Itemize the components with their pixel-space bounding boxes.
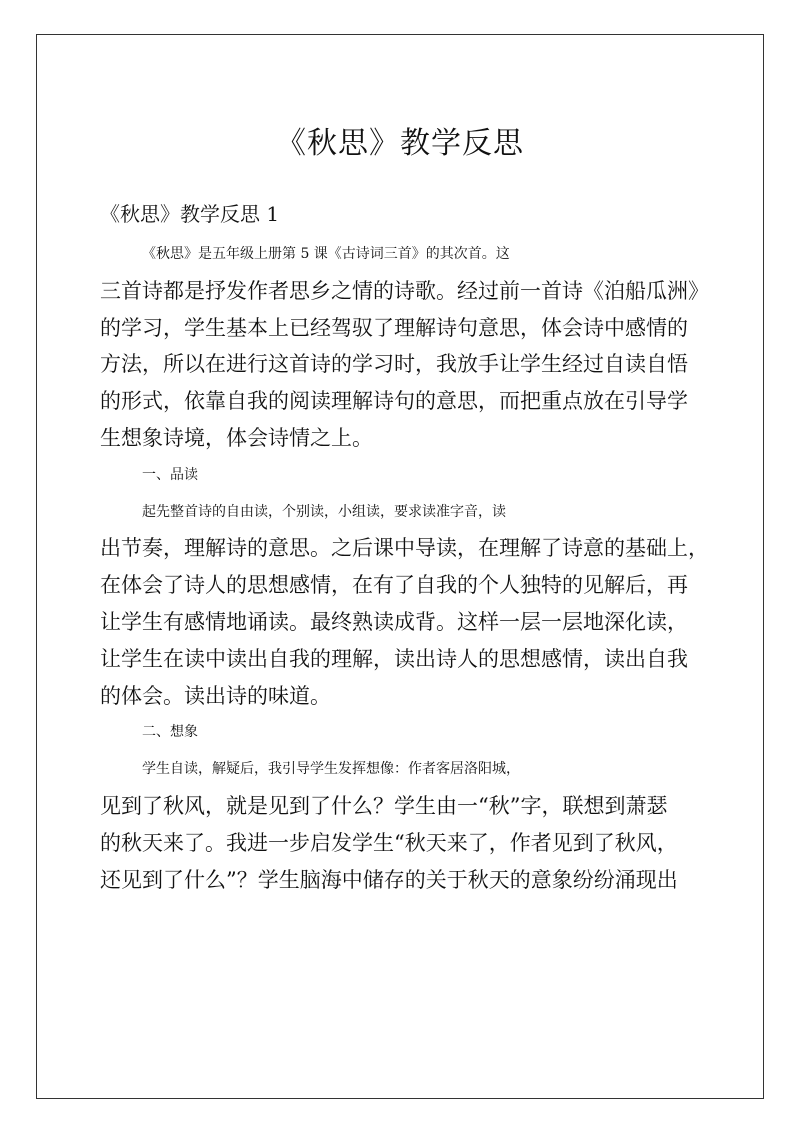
text-line: 让学生有感情地诵读。最终熟读成背。这样一层一层地深化读， bbox=[100, 609, 688, 634]
text-line: 生想象诗境，体会诗情之上。 bbox=[100, 425, 373, 450]
document-subtitle: 《秋思》教学反思 1 bbox=[100, 202, 280, 226]
text-line: 起先整首诗的自由读，个别读，小组读，要求读准字音，读 bbox=[142, 503, 506, 520]
text-line: 一、品读 bbox=[142, 466, 198, 483]
text-line: 方法，所以在进行这首诗的学习时，我放手让学生经过自读自悟 bbox=[100, 352, 688, 377]
document-title: 《秋思》教学反思 bbox=[276, 126, 524, 161]
text-line: 见到了秋风，就是见到了什么？学生由一“秋”字，联想到萧瑟 bbox=[100, 793, 668, 818]
text-line: 出节奏，理解诗的意思。之后课中导读，在理解了诗意的基础上， bbox=[100, 536, 709, 561]
text-line: 让学生在读中读出自我的理解，读出诗人的思想感情，读出自我 bbox=[100, 646, 688, 671]
text-line: 的体会。读出诗的味道。 bbox=[100, 683, 331, 708]
paragraph-imagination bbox=[100, 751, 714, 898]
text-line: 二、想象 bbox=[142, 724, 198, 741]
text-line: 学生自读，解疑后，我引导学生发挥想像：作者客居洛阳城， bbox=[142, 761, 520, 778]
section-heading-imagination bbox=[100, 714, 714, 751]
paragraph-reading bbox=[100, 494, 714, 715]
section-heading-reading bbox=[100, 457, 714, 494]
text-line: 《秋思》是五年级上册第 5 课《古诗词三首》的其次首。这 bbox=[142, 246, 510, 262]
text-line: 还见到了什么”？学生脑海中储存的关于秋天的意象纷纷涌现出 bbox=[100, 867, 678, 892]
document-body bbox=[100, 236, 714, 898]
text-line: 三首诗都是抒发作者思乡之情的诗歌。经过前一首诗《泊船瓜洲》 bbox=[100, 278, 709, 303]
text-line: 在体会了诗人的思想感情，在有了自我的个人独特的见解后，再 bbox=[100, 573, 688, 598]
text-line: 的秋天来了。我进一步启发学生“秋天来了，作者见到了秋风， bbox=[100, 830, 678, 855]
text-line: 的形式，依靠自我的阅读理解诗句的意思，而把重点放在引导学 bbox=[100, 389, 688, 414]
paragraph-intro bbox=[100, 236, 714, 457]
text-line: 的学习，学生基本上已经驾驭了理解诗句意思，体会诗中感情的 bbox=[100, 315, 688, 340]
